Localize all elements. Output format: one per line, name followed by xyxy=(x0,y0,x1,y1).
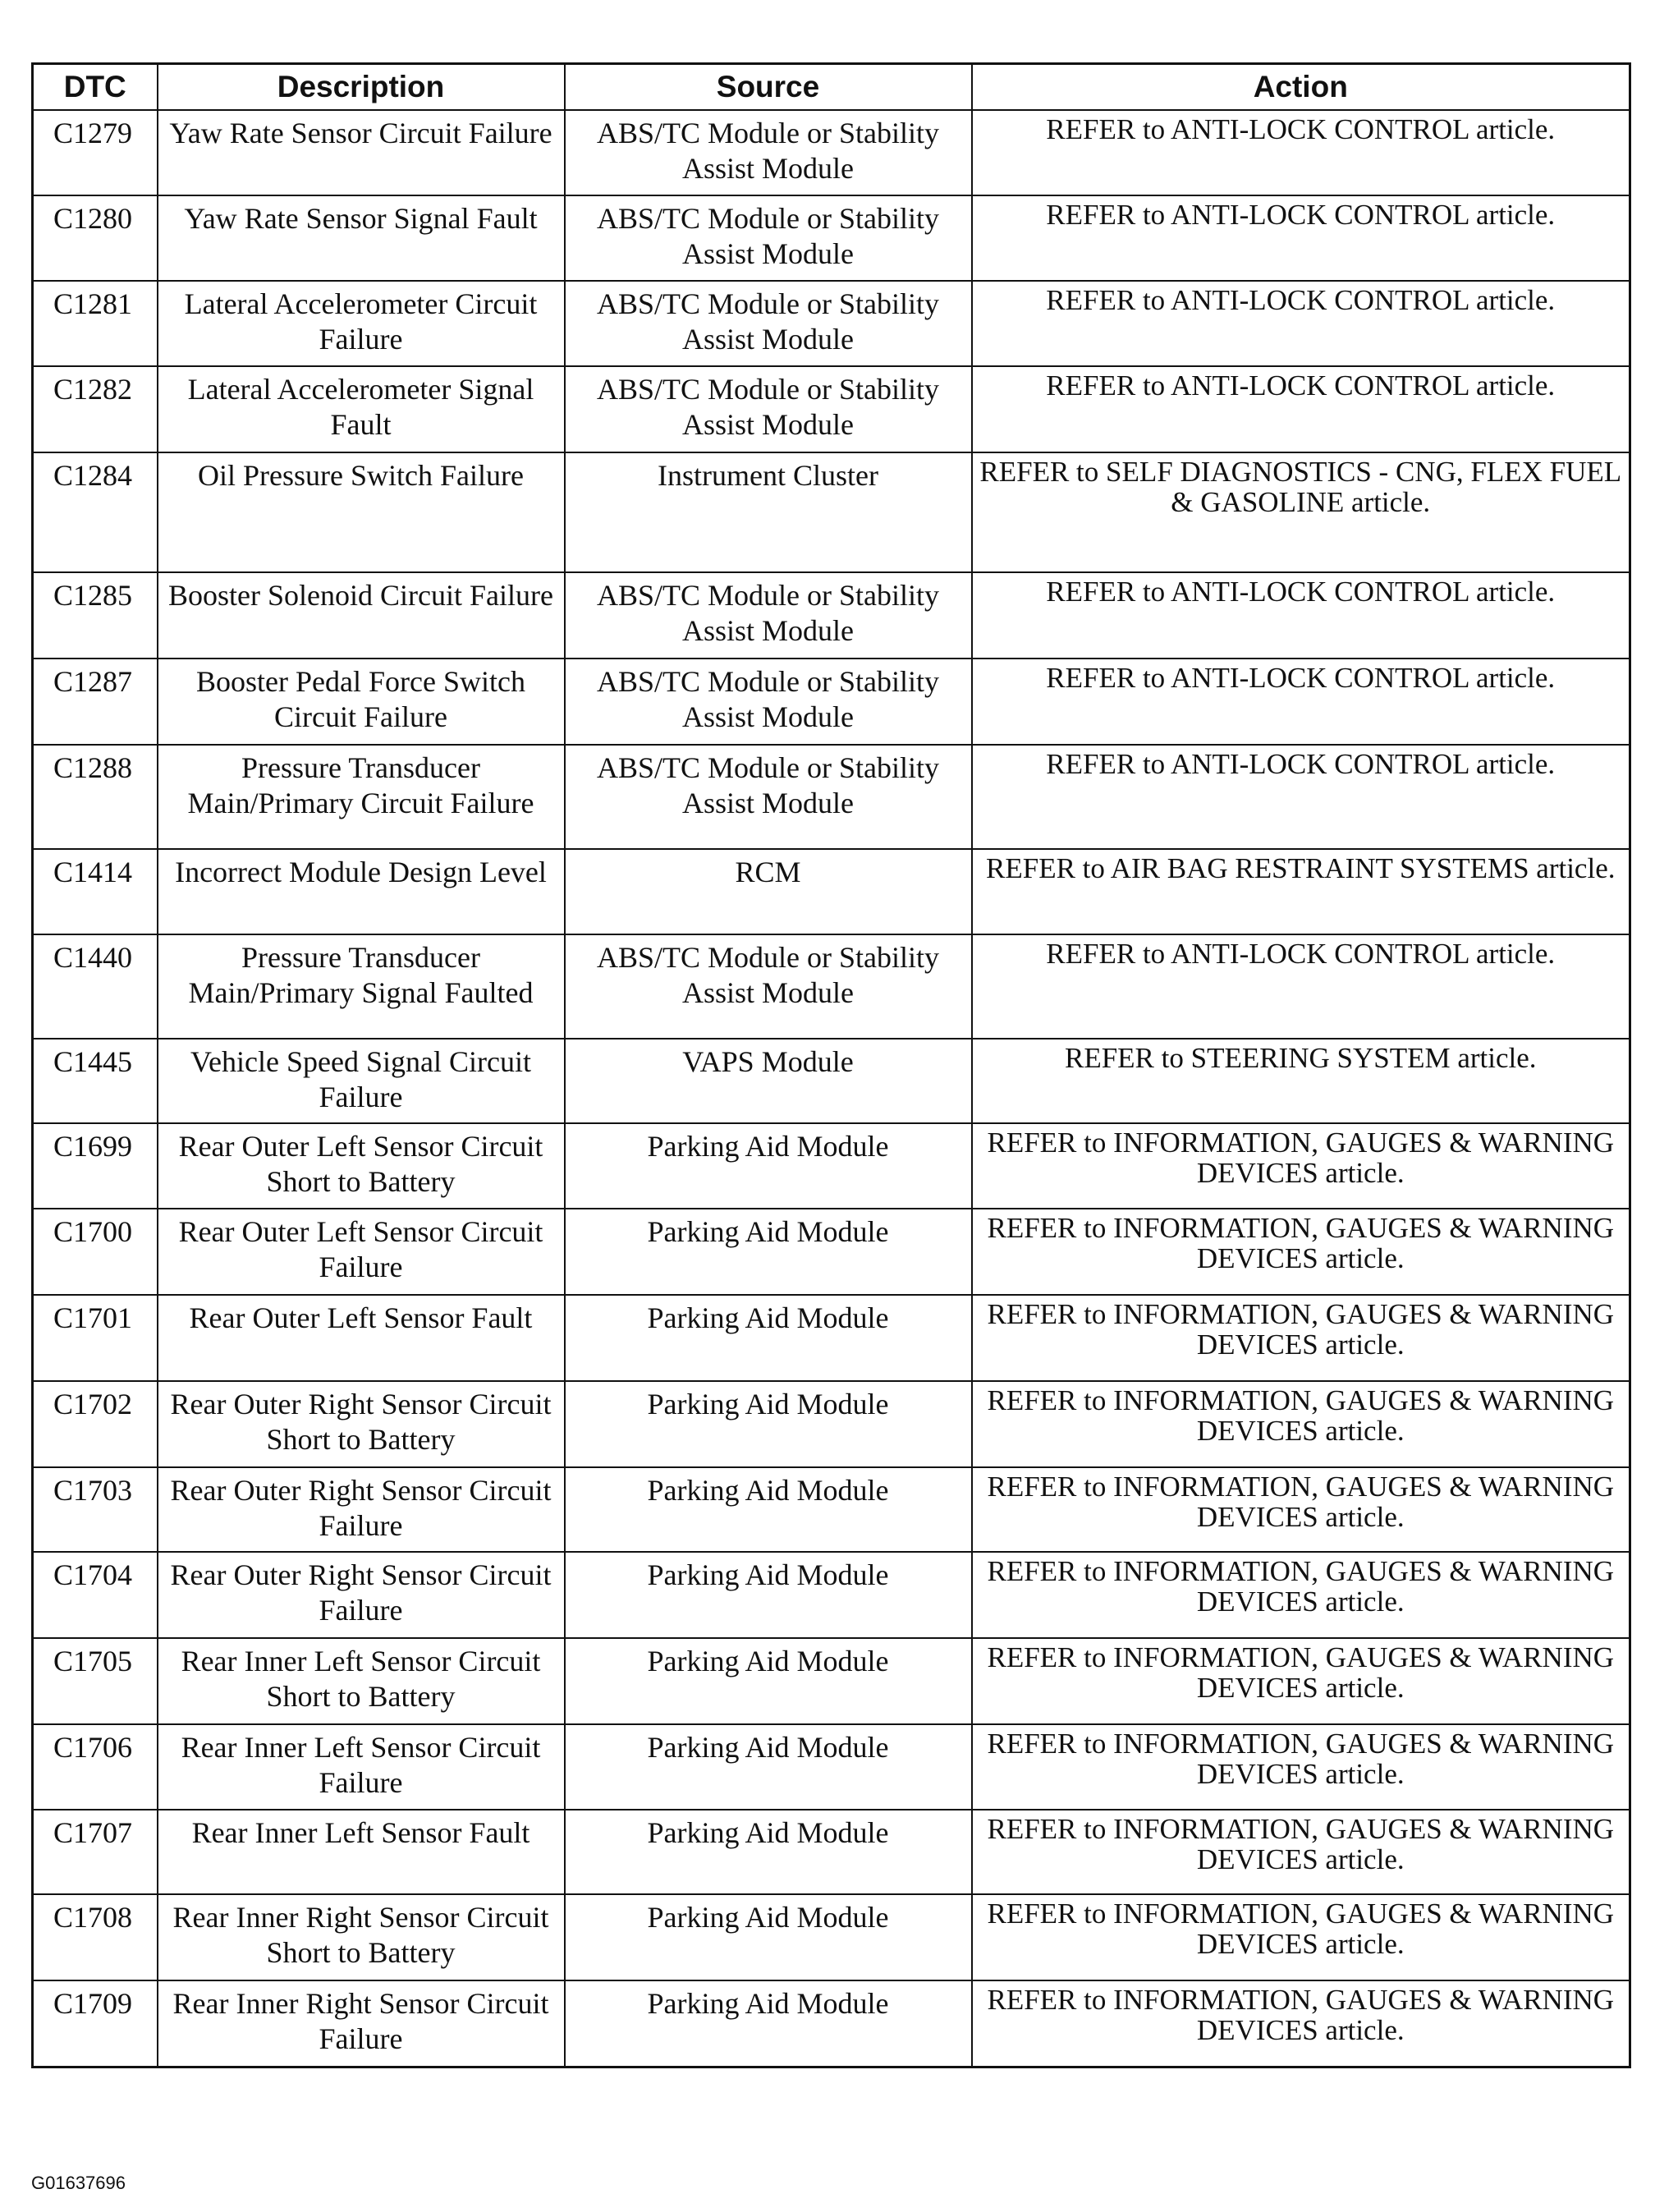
cell-description: Yaw Rate Sensor Circuit Failure xyxy=(158,110,565,195)
cell-description: Rear Outer Right Sensor Circuit Short to Battery xyxy=(158,1381,565,1467)
cell-source: ABS/TC Module or Stability Assist Module xyxy=(565,366,972,452)
cell-description: Pressure Transducer Main/Primary Signal Faulted xyxy=(158,934,565,1039)
cell-action: REFER to ANTI-LOCK CONTROL article. xyxy=(972,195,1630,281)
cell-dtc: C1706 xyxy=(33,1724,158,1810)
cell-description: Lateral Accelerometer Circuit Failure xyxy=(158,281,565,366)
cell-action: REFER to ANTI-LOCK CONTROL article. xyxy=(972,366,1630,452)
cell-description: Lateral Accelerometer Signal Fault xyxy=(158,366,565,452)
cell-source: ABS/TC Module or Stability Assist Module xyxy=(565,195,972,281)
cell-dtc: C1284 xyxy=(33,452,158,572)
cell-dtc: C1703 xyxy=(33,1467,158,1552)
cell-description: Rear Inner Left Sensor Fault xyxy=(158,1810,565,1894)
table-row xyxy=(33,1123,1630,1209)
cell-source: ABS/TC Module or Stability Assist Module xyxy=(565,745,972,849)
table-row xyxy=(33,1295,1630,1381)
cell-action: REFER to STEERING SYSTEM article. xyxy=(972,1039,1630,1123)
table-row xyxy=(33,572,1630,659)
cell-source: Parking Aid Module xyxy=(565,1381,972,1467)
cell-dtc: C1414 xyxy=(33,849,158,934)
cell-source: ABS/TC Module or Stability Assist Module xyxy=(565,659,972,745)
cell-dtc: C1700 xyxy=(33,1209,158,1295)
cell-action: REFER to AIR BAG RESTRAINT SYSTEMS article. xyxy=(972,849,1630,934)
cell-dtc: C1699 xyxy=(33,1123,158,1209)
header-source: Source xyxy=(565,64,972,111)
table-row xyxy=(33,281,1630,366)
cell-description: Rear Outer Right Sensor Circuit Failure xyxy=(158,1467,565,1552)
cell-dtc: C1445 xyxy=(33,1039,158,1123)
table-row xyxy=(33,110,1630,195)
cell-source: VAPS Module xyxy=(565,1039,972,1123)
cell-description: Rear Inner Left Sensor Circuit Failure xyxy=(158,1724,565,1810)
cell-dtc: C1705 xyxy=(33,1638,158,1724)
header-dtc: DTC xyxy=(33,64,158,111)
cell-dtc: C1702 xyxy=(33,1381,158,1467)
cell-dtc: C1287 xyxy=(33,659,158,745)
cell-action: REFER to INFORMATION, GAUGES & WARNING DEVICES article. xyxy=(972,1381,1630,1467)
table-row xyxy=(33,1810,1630,1894)
cell-source: Parking Aid Module xyxy=(565,1209,972,1295)
table-row xyxy=(33,1980,1630,2067)
cell-dtc: C1279 xyxy=(33,110,158,195)
cell-description: Booster Solenoid Circuit Failure xyxy=(158,572,565,659)
cell-action: REFER to ANTI-LOCK CONTROL article. xyxy=(972,659,1630,745)
table-row xyxy=(33,1209,1630,1295)
cell-description: Vehicle Speed Signal Circuit Failure xyxy=(158,1039,565,1123)
cell-action: REFER to INFORMATION, GAUGES & WARNING DEVICES article. xyxy=(972,1638,1630,1724)
cell-action: REFER to INFORMATION, GAUGES & WARNING DEVICES article. xyxy=(972,1810,1630,1894)
table-row xyxy=(33,745,1630,849)
cell-source: Parking Aid Module xyxy=(565,1810,972,1894)
cell-description: Incorrect Module Design Level xyxy=(158,849,565,934)
cell-action: REFER to ANTI-LOCK CONTROL article. xyxy=(972,572,1630,659)
cell-action: REFER to SELF DIAGNOSTICS - CNG, FLEX FUEL & GASOLINE article. xyxy=(972,452,1630,572)
cell-source: ABS/TC Module or Stability Assist Module xyxy=(565,110,972,195)
cell-dtc: C1707 xyxy=(33,1810,158,1894)
cell-description: Yaw Rate Sensor Signal Fault xyxy=(158,195,565,281)
cell-description: Rear Inner Right Sensor Circuit Failure xyxy=(158,1980,565,2067)
cell-dtc: C1708 xyxy=(33,1894,158,1980)
cell-dtc: C1288 xyxy=(33,745,158,849)
cell-source: Parking Aid Module xyxy=(565,1638,972,1724)
cell-source: Parking Aid Module xyxy=(565,1467,972,1552)
table-row xyxy=(33,1724,1630,1810)
cell-dtc: C1440 xyxy=(33,934,158,1039)
dtc-table xyxy=(31,62,1631,2068)
cell-source: Parking Aid Module xyxy=(565,1295,972,1381)
cell-description: Rear Outer Left Sensor Circuit Failure xyxy=(158,1209,565,1295)
cell-source: ABS/TC Module or Stability Assist Module xyxy=(565,934,972,1039)
cell-source: Parking Aid Module xyxy=(565,1724,972,1810)
cell-source: Parking Aid Module xyxy=(565,1123,972,1209)
cell-source: ABS/TC Module or Stability Assist Module xyxy=(565,281,972,366)
cell-dtc: C1704 xyxy=(33,1552,158,1638)
table-header xyxy=(33,64,1630,111)
cell-action: REFER to INFORMATION, GAUGES & WARNING DEVICES article. xyxy=(972,1894,1630,1980)
table-row xyxy=(33,1467,1630,1552)
table-row xyxy=(33,849,1630,934)
header-row xyxy=(33,64,1630,111)
cell-source: RCM xyxy=(565,849,972,934)
cell-description: Rear Inner Right Sensor Circuit Short to Battery xyxy=(158,1894,565,1980)
cell-dtc: C1280 xyxy=(33,195,158,281)
cell-description: Oil Pressure Switch Failure xyxy=(158,452,565,572)
table-row xyxy=(33,934,1630,1039)
table-row xyxy=(33,1638,1630,1724)
cell-source: Parking Aid Module xyxy=(565,1552,972,1638)
cell-dtc: C1285 xyxy=(33,572,158,659)
table-row xyxy=(33,1894,1630,1980)
cell-action: REFER to ANTI-LOCK CONTROL article. xyxy=(972,110,1630,195)
table-row xyxy=(33,1552,1630,1638)
cell-dtc: C1282 xyxy=(33,366,158,452)
cell-description: Booster Pedal Force Switch Circuit Failure xyxy=(158,659,565,745)
cell-action: REFER to INFORMATION, GAUGES & WARNING DEVICES article. xyxy=(972,1467,1630,1552)
cell-action: REFER to INFORMATION, GAUGES & WARNING DEVICES article. xyxy=(972,1980,1630,2067)
cell-action: REFER to INFORMATION, GAUGES & WARNING DEVICES article. xyxy=(972,1724,1630,1810)
cell-description: Rear Inner Left Sensor Circuit Short to Battery xyxy=(158,1638,565,1724)
cell-description: Rear Outer Right Sensor Circuit Failure xyxy=(158,1552,565,1638)
cell-action: REFER to INFORMATION, GAUGES & WARNING DEVICES article. xyxy=(972,1295,1630,1381)
cell-action: REFER to INFORMATION, GAUGES & WARNING DEVICES article. xyxy=(972,1123,1630,1209)
table-row xyxy=(33,1039,1630,1123)
cell-action: REFER to ANTI-LOCK CONTROL article. xyxy=(972,745,1630,849)
cell-dtc: C1709 xyxy=(33,1980,158,2067)
table-row xyxy=(33,366,1630,452)
cell-source: Instrument Cluster xyxy=(565,452,972,572)
table-row xyxy=(33,195,1630,281)
cell-description: Rear Outer Left Sensor Circuit Short to Battery xyxy=(158,1123,565,1209)
cell-source: Parking Aid Module xyxy=(565,1980,972,2067)
cell-dtc: C1701 xyxy=(33,1295,158,1381)
cell-description: Pressure Transducer Main/Primary Circuit Failure xyxy=(158,745,565,849)
table-row xyxy=(33,1381,1630,1467)
table-row xyxy=(33,452,1630,572)
cell-action: REFER to INFORMATION, GAUGES & WARNING DEVICES article. xyxy=(972,1552,1630,1638)
cell-description: Rear Outer Left Sensor Fault xyxy=(158,1295,565,1381)
cell-dtc: C1281 xyxy=(33,281,158,366)
cell-action: REFER to ANTI-LOCK CONTROL article. xyxy=(972,281,1630,366)
cell-action: REFER to ANTI-LOCK CONTROL article. xyxy=(972,934,1630,1039)
figure-id: G01637696 xyxy=(31,2173,126,2193)
header-action: Action xyxy=(972,64,1630,111)
cell-source: Parking Aid Module xyxy=(565,1894,972,1980)
cell-action: REFER to INFORMATION, GAUGES & WARNING DEVICES article. xyxy=(972,1209,1630,1295)
table-body xyxy=(33,110,1630,2067)
table-row xyxy=(33,659,1630,745)
header-description: Description xyxy=(158,64,565,111)
cell-source: ABS/TC Module or Stability Assist Module xyxy=(565,572,972,659)
